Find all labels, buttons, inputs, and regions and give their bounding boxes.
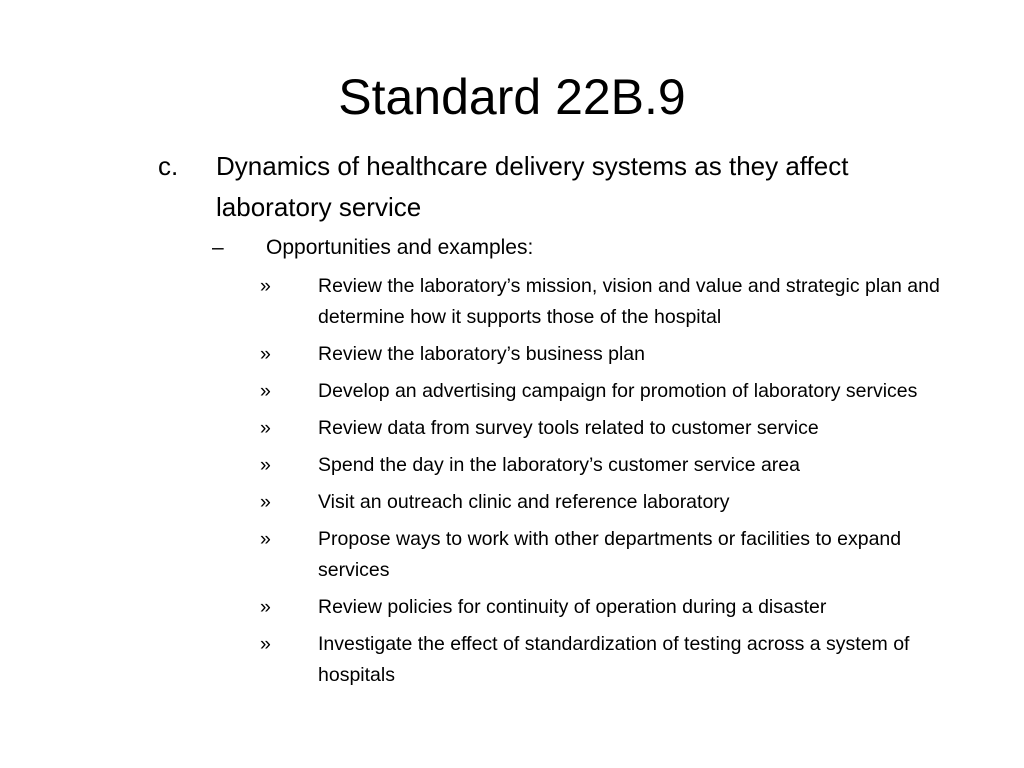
level1-text: Dynamics of healthcare delivery systems as they affect laboratory service <box>216 151 849 222</box>
examples-list <box>260 271 965 697</box>
list-item <box>260 376 965 407</box>
list-item <box>260 339 965 370</box>
level1-item <box>158 146 918 228</box>
bullet-marker: » <box>260 417 271 439</box>
bullet-marker: » <box>260 633 271 655</box>
list-item-text: Develop an advertising campaign for promotion of laboratory services <box>318 380 918 402</box>
level2-marker: – <box>212 236 224 259</box>
list-item <box>260 271 965 333</box>
level2-item <box>212 233 912 263</box>
bullet-marker: » <box>260 528 271 550</box>
list-item <box>260 524 965 586</box>
slide-title: Standard 22B.9 <box>338 69 686 125</box>
level2-text: Opportunities and examples: <box>266 236 534 259</box>
list-item-text: Propose ways to work with other departments or facilities to expand services <box>318 528 902 581</box>
list-item-text: Visit an outreach clinic and reference laboratory <box>318 491 730 513</box>
list-item-text: Review data from survey tools related to customer service <box>318 417 819 439</box>
list-item-text: Review the laboratory’s business plan <box>318 343 645 365</box>
list-item-text: Review the laboratory’s mission, vision and value and strategic plan and determine how it supports those of the hospital <box>318 275 940 328</box>
list-item <box>260 413 965 444</box>
bullet-marker: » <box>260 343 271 365</box>
bullet-marker: » <box>260 380 271 402</box>
list-item-text: Review policies for continuity of operation during a disaster <box>318 596 827 618</box>
list-item-text: Spend the day in the laboratory’s customer service area <box>318 454 800 476</box>
list-item <box>260 592 965 623</box>
list-item <box>260 629 965 691</box>
bullet-marker: » <box>260 491 271 513</box>
level1-marker: c. <box>158 151 179 181</box>
bullet-marker: » <box>260 454 271 476</box>
list-item <box>260 487 965 518</box>
bullet-marker: » <box>260 596 271 618</box>
list-item <box>260 450 965 481</box>
bullet-marker: » <box>260 275 271 297</box>
list-item-text: Investigate the effect of standardization of testing across a system of hospitals <box>318 633 910 686</box>
